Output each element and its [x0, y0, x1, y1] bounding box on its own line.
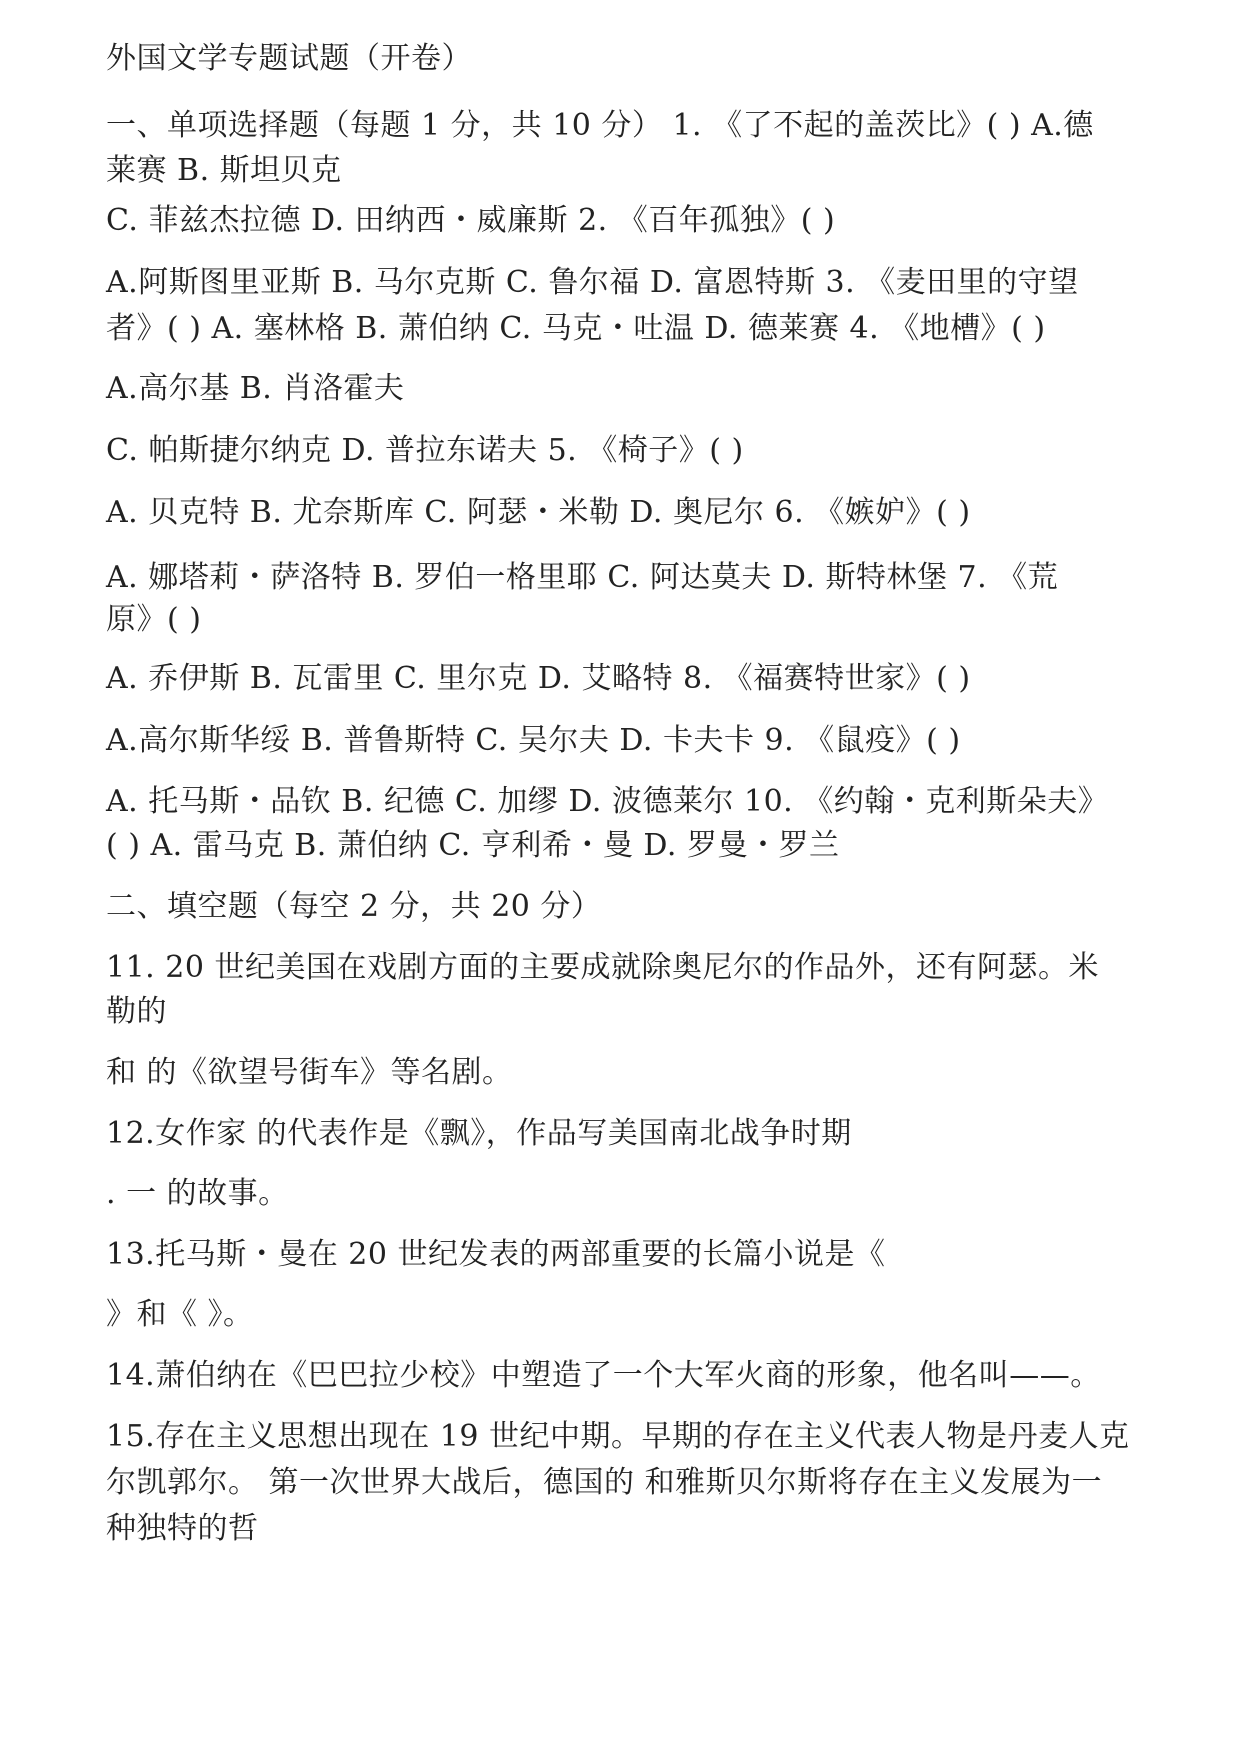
text-line: ( ) A. 雷马克 B. 萧伯纳 C. 亨利希・曼 D. 罗曼・罗兰	[106, 828, 840, 863]
text-line: 原》( )	[106, 602, 202, 637]
text-line: A. 托马斯・品钦 B. 纪德 C. 加缪 D. 波德莱尔 10. 《约翰・克利斯朵夫》	[106, 784, 1109, 819]
text-line: 13.托马斯・曼在 20 世纪发表的两部重要的长篇小说是《	[106, 1237, 886, 1272]
text-line: A. 贝克特 B. 尤奈斯库 C. 阿瑟・米勒 D. 奥尼尔 6. 《嫉妒》( )	[106, 495, 971, 530]
text-line: 种独特的哲	[106, 1511, 259, 1546]
text-line: 尔凯郭尔。 第一次世界大战后，德国的 和雅斯贝尔斯将存在主义发展为一	[106, 1465, 1103, 1500]
text-line: 莱赛 B. 斯坦贝克	[106, 153, 342, 188]
text-line: . 一 的故事。	[106, 1176, 289, 1211]
text-line: 一、单项选择题（每题 1 分，共 10 分） 1. 《了不起的盖茨比》( ) A.德	[106, 108, 1094, 143]
text-line: 11. 20 世纪美国在戏剧方面的主要成就除奥尼尔的作品外，还有阿瑟。米	[106, 950, 1099, 985]
text-line: A. 娜塔莉・萨洛特 B. 罗伯一格里耶 C. 阿达莫夫 D. 斯特林堡 7. 《荒	[106, 560, 1059, 595]
text-line: A.阿斯图里亚斯 B. 马尔克斯 C. 鲁尔福 D. 富恩特斯 3. 《麦田里的守望	[106, 265, 1079, 300]
text-line: C. 帕斯捷尔纳克 D. 普拉东诺夫 5. 《椅子》( )	[106, 433, 744, 468]
text-line: C. 菲兹杰拉德 D. 田纳西・威廉斯 2. 《百年孤独》( )	[106, 203, 836, 238]
text-line: 》和《 》。	[106, 1297, 254, 1332]
text-line: 14.萧伯纳在《巴巴拉少校》中塑造了一个大军火商的形象，他名叫——。	[106, 1358, 1101, 1393]
text-line: A.高尔基 B. 肖洛霍夫	[106, 371, 405, 406]
text-line: 勒的	[106, 994, 167, 1029]
text-line: 和 的《欲望号街车》等名剧。	[106, 1055, 513, 1090]
text-line: 15.存在主义思想出现在 19 世纪中期。早期的存在主义代表人物是丹麦人克	[106, 1419, 1130, 1454]
text-line: A. 乔伊斯 B. 瓦雷里 C. 里尔克 D. 艾略特 8. 《福赛特世家》( )	[106, 661, 971, 696]
text-line: 者》( ) A. 塞林格 B. 萧伯纳 C. 马克・吐温 D. 德莱赛 4. 《地槽》( )	[106, 311, 1046, 346]
text-line: A.高尔斯华绥 B. 普鲁斯特 C. 吴尔夫 D. 卡夫卡 9. 《鼠疫》( )	[106, 723, 961, 758]
text-line: 12.女作家 的代表作是《飘》，作品写美国南北战争时期	[106, 1116, 852, 1151]
exam-title: 外国文学专题试题（开卷）	[106, 41, 472, 76]
section-heading: 二、填空题（每空 2 分，共 20 分）	[106, 889, 602, 924]
